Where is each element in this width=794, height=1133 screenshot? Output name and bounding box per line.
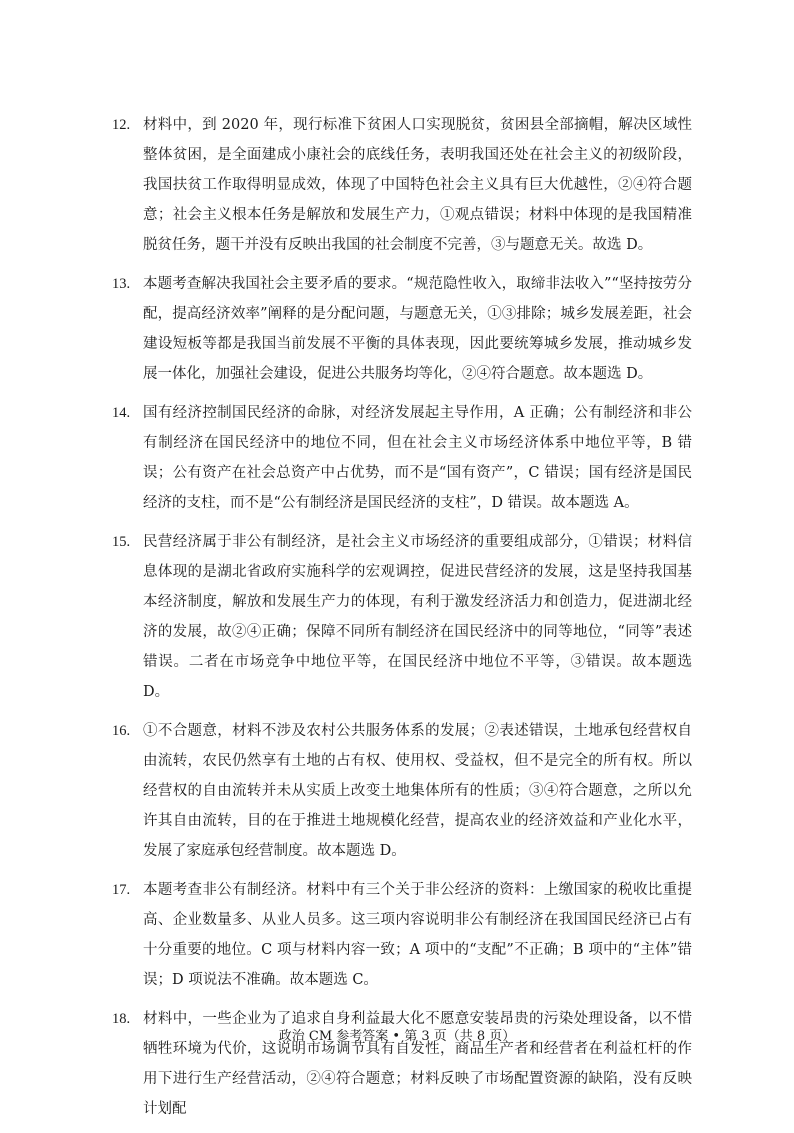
answer-text: 本题考查非公有制经济。材料中有三个关于非公经济的资料：上缴国家的税收比重提高、企业数量多、从业人员多。这三项内容说明非公有制经济在我国国民经济已占有十分重要的地位。C 项与材料内容一致；A 项中的“支配”不正确；B 项中的“主体”错误；D 项说法不准确。故本题选 C。 [143, 882, 692, 988]
answer-text: 国有经济控制国民经济的命脉，对经济发展起主导作用，A 正确；公有制经济和非公有制经济在国民经济中的地位不同，但在社会主义市场经济体系中地位平等，B 错误；公有资产在社会总资产中占优势，而不是“国有资产”，C 错误；国有经济是国民经济的支柱，而不是“公有制经济是国民经济的支柱”，D 错误。故本题选 A。 [143, 405, 692, 511]
answer-item-14 [112, 398, 692, 518]
answer-text: 民营经济属于非公有制经济，是社会主义市场经济的重要组成部分，①错误；材料信息体现的是湖北省政府实施科学的宏观调控，促进民营经济的发展，这是坚持我国基本经济制度，解放和发展生产力的体现，有利于激发经济活力和创造力，促进湖北经济的发展，故②④正确；保障不同所有制经济在国民经济中的同等地位，“同等”表述错误。二者在市场竞争中地位平等，在国民经济中地位不平等，③错误。故本题选 D。 [143, 534, 692, 700]
answer-text: 材料中，到 2020 年，现行标准下贫困人口实现脱贫，贫困县全部摘帽，解决区域性整体贫困，是全面建成小康社会的底线任务，表明我国还处在社会主义的初级阶段，我国扶贫工作取得明显成效，体现了中国特色社会主义具有巨大优越性，②④符合题意；社会主义根本任务是解放和发展生产力，①观点错误；材料中体现的是我国精准脱贫任务，题干并没有反映出我国的社会制度不完善，③与题意无关。故选 D。 [143, 117, 692, 253]
answer-text: ①不合题意，材料不涉及农村公共服务体系的发展；②表述错误，土地承包经营权自由流转，农民仍然享有土地的占有权、使用权、受益权，但不是完全的所有权。所以经营权的自由流转并未从实质上改变土地集体所有的性质；③④符合题意，之所以允许其自由流转，目的在于推进土地规模化经营，提高农业的经济效益和产业化水平，发展了家庭承包经营制度。故本题选 D。 [143, 723, 692, 859]
answer-item-12 [112, 110, 692, 260]
answer-item-13 [112, 269, 692, 389]
answer-number: 16. [112, 723, 131, 739]
page-footer: 政治 CM 参考答案 • 第 3 页（共 8 页） [278, 1029, 516, 1044]
answer-text: 材料中，一些企业为了追求自身利益最大化不愿意安装昂贵的污染处理设备，以不惜牺牲环境为代价，这说明市场调节具有自发性，商品生产者和经营者在利益杠杆的作用下进行生产经营活动，②④符合题意；材料反映了市场配置资源的缺陷，没有反映计划配 [143, 1011, 692, 1117]
answer-number: 17. [112, 882, 131, 898]
answer-item-17 [112, 875, 692, 995]
answer-number: 15. [112, 534, 131, 550]
answer-item-16 [112, 716, 692, 866]
answer-number: 14. [112, 405, 131, 421]
answer-item-18 [112, 1004, 692, 1124]
answer-item-15 [112, 527, 692, 707]
answer-number: 18. [112, 1011, 131, 1027]
answer-number: 13. [112, 276, 131, 292]
answer-text: 本题考查解决我国社会主要矛盾的要求。“规范隐性收入，取缔非法收入”“坚持按劳分配，提高经济效率”阐释的是分配问题，与题意无关，①③排除；城乡发展差距，社会建设短板等都是我国当前发展不平衡的具体表现，因此要统筹城乡发展，推动城乡发展一体化，加强社会建设，促进公共服务均等化，②④符合题意。故本题选 D。 [143, 276, 692, 382]
answer-list [112, 110, 692, 1133]
answer-number: 12. [112, 117, 131, 133]
